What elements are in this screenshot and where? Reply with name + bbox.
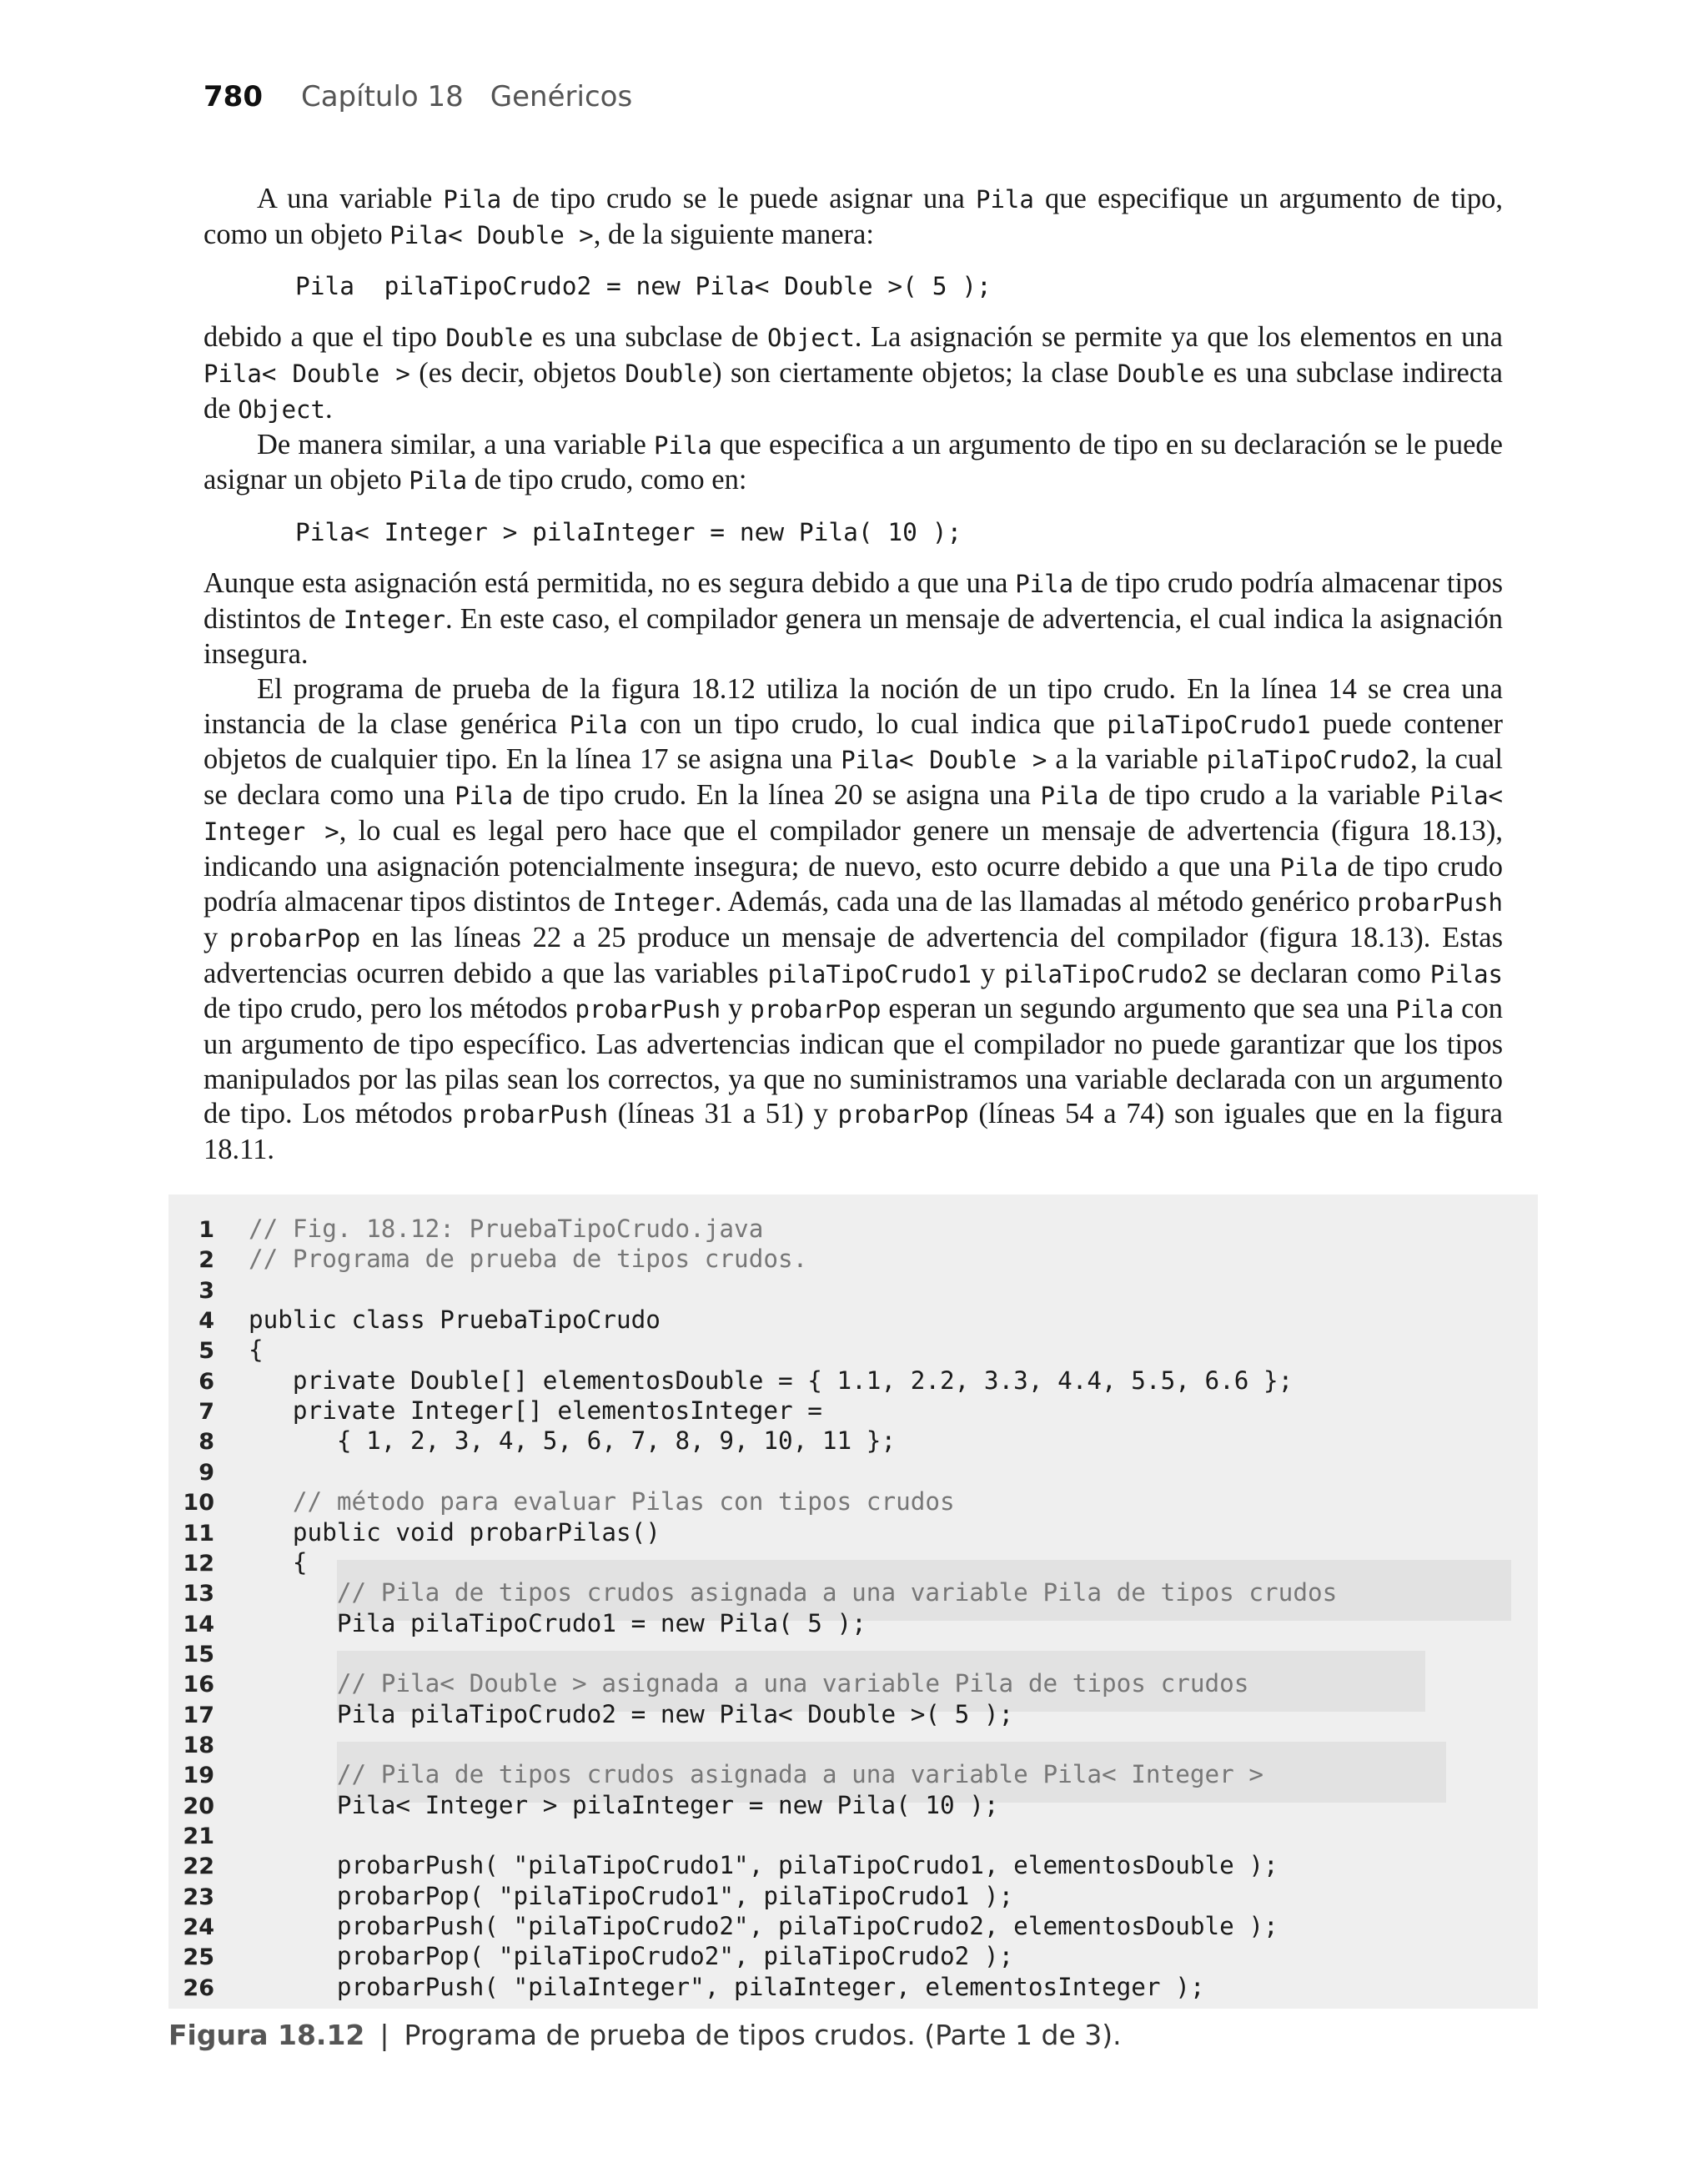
- code-line: Pila pilaTipoCrudo2 = new Pila< Double >( 5 );: [249, 1699, 1014, 1728]
- running-header: [203, 80, 632, 113]
- line-number: 1: [198, 1217, 214, 1243]
- body-text: [203, 182, 1503, 1168]
- line-number: 7: [198, 1399, 214, 1426]
- line-number: 5: [198, 1338, 214, 1365]
- line-number: 3: [198, 1277, 214, 1304]
- code-line: probarPush( "pilaTipoCrudo2", pilaTipoCrudo2, elementosDouble );: [249, 1912, 1278, 1941]
- caption-text: Programa de prueba de tipos crudos. (Parte 1 de 3).: [404, 2019, 1122, 2051]
- code-line: {: [249, 1335, 264, 1365]
- line-number: 8: [198, 1429, 214, 1456]
- figure-caption: [168, 2019, 1122, 2051]
- line-number: 13: [183, 1581, 214, 1607]
- line-number: 11: [183, 1520, 214, 1547]
- code-line: public void probarPilas(): [249, 1517, 661, 1547]
- line-number: 17: [183, 1702, 214, 1728]
- code-line: private Double[] elementosDouble = { 1.1, 2.2, 3.3, 4.4, 5.5, 6.6 };: [249, 1366, 1294, 1395]
- line-number: 19: [183, 1763, 214, 1789]
- chapter-label: Capítulo 18: [300, 80, 464, 113]
- paragraph-5: El programa de prueba de la figura 18.12 utiliza la noción de un tipo crudo. En la línea 14 se crea una instancia de la clase genérica Pila con un tipo crudo, lo cual indica que pilaTipoCrudo1 puede contener objetos de cualquier tipo. En la línea 17 se asigna una Pila< Double > a la variable pilaTipoCrudo2, la cual se declara como una Pila de tipo crudo. En la línea 20 se asigna una Pila de tipo crudo a la variable Pila< Integer >, lo cual es legal pero hace que el compilador genere un mensaje de advertencia (figura 18.13), indicando una asignación potencialmente insegura; de nuevo, esto ocurre debido a que una Pila de tipo crudo podría almacenar tipos distintos de Integer. Además, cada una de las llamadas al método genérico probarPush y probarPop en las líneas 22 a 25 produce un mensaje de advertencia del compilador (figura 18.13). Estas advertencias ocurren debido a que las variables pilaTipoCrudo1 y pilaTipoCrudo2 se declaran como Pilas de tipo crudo, pero los métodos probarPush y probarPop esperan un segundo argumento que sea una Pila con un argumento de tipo específico. Las advertencias indican que el compilador no puede garantizar que los tipos manipulados por las pilas sean los correctos, ya que no suministramos una variable declarada con un argumento de tipo. Los métodos probarPush (líneas 31 a 51) y probarPop (líneas 54 a 74) son iguales que en la figura 18.11.: [203, 673, 1504, 1166]
- line-number: 18: [183, 1732, 214, 1758]
- code-line: public class PruebaTipoCrudo: [249, 1305, 661, 1335]
- code-line: { 1, 2, 3, 4, 5, 6, 7, 8, 9, 10, 11 };: [249, 1426, 897, 1456]
- figure-label: Figura 18.12: [168, 2019, 365, 2051]
- line-number: 2: [198, 1247, 214, 1274]
- section-label: Genéricos: [490, 80, 633, 113]
- line-number: 12: [183, 1550, 214, 1577]
- code-example-2: Pila< Integer > pilaInteger = new Pila( 10 );: [295, 517, 962, 546]
- code-line: // método para evaluar Pilas con tipos crudos: [249, 1487, 955, 1517]
- line-number: 4: [198, 1308, 214, 1335]
- code-line: // Fig. 18.12: PruebaTipoCrudo.java: [249, 1215, 764, 1243]
- line-number: 24: [183, 1914, 214, 1941]
- code-line: private Integer[] elementosInteger =: [249, 1396, 822, 1426]
- caption-separator: |: [379, 2019, 389, 2051]
- line-number: 26: [183, 1974, 214, 2001]
- code-example-1: Pila pilaTipoCrudo2 = new Pila< Double >( 5 );: [295, 272, 992, 301]
- line-number: 6: [198, 1368, 214, 1395]
- line-number: 21: [183, 1823, 214, 1849]
- code-line: Pila pilaTipoCrudo1 = new Pila( 5 );: [249, 1608, 867, 1637]
- code-listing: [168, 1195, 1538, 2009]
- line-number: 22: [183, 1854, 214, 1880]
- page-number: 780: [203, 80, 263, 113]
- code-line: // Programa de prueba de tipos crudos.: [249, 1245, 808, 1274]
- paragraph-1: A una variable Pila de tipo crudo se le puede asignar una Pila que especifique un argumento de tipo, como un objeto Pila< Double >, de la siguiente manera:: [203, 183, 1504, 250]
- code-line: // Pila de tipos crudos asignada a una variable Pila< Integer >: [249, 1760, 1264, 1789]
- code-line: probarPush( "pilaTipoCrudo1", pilaTipoCrudo1, elementosDouble );: [249, 1851, 1278, 1880]
- line-number: 23: [183, 1884, 214, 1910]
- code-line: // Pila de tipos crudos asignada a una variable Pila de tipos crudos: [249, 1578, 1338, 1607]
- line-number: 16: [183, 1672, 214, 1698]
- line-number: 15: [183, 1641, 214, 1667]
- line-number: 25: [183, 1944, 214, 1971]
- paragraph-2: debido a que el tipo Double es una subclase de Object. La asignación se permite ya que los elementos en una Pila< Double > (es decir, objetos Double) son ciertamente objetos; la clase Double es una subclase indirecta de Object.: [203, 321, 1503, 425]
- line-number: 10: [183, 1490, 214, 1517]
- code-line: probarPop( "pilaTipoCrudo1", pilaTipoCrudo1 );: [249, 1881, 1014, 1910]
- code-line: probarPush( "pilaInteger", pilaInteger, elementosInteger );: [249, 1972, 1205, 2001]
- code-line: probarPop( "pilaTipoCrudo2", pilaTipoCrudo2 );: [249, 1942, 1014, 1971]
- line-number: 9: [198, 1459, 214, 1486]
- paragraph-4: Aunque esta asignación está permitida, no es segura debido a que una Pila de tipo crudo podría almacenar tipos distintos de Integer. En este caso, el compilador genera un mensaje de advertencia, el cual indica la asignación insegura.: [203, 566, 1503, 671]
- code-line: Pila< Integer > pilaInteger = new Pila( 10 );: [249, 1790, 999, 1819]
- line-number: 14: [183, 1611, 214, 1637]
- code-line: // Pila< Double > asignada a una variable Pila de tipos crudos: [249, 1669, 1249, 1698]
- paragraph-3: De manera similar, a una variable Pila que especifica a un argumento de tipo en su declaración se le puede asignar un objeto Pila de tipo crudo, como en:: [203, 428, 1503, 496]
- code-line: {: [249, 1547, 308, 1577]
- line-number: 20: [183, 1793, 214, 1819]
